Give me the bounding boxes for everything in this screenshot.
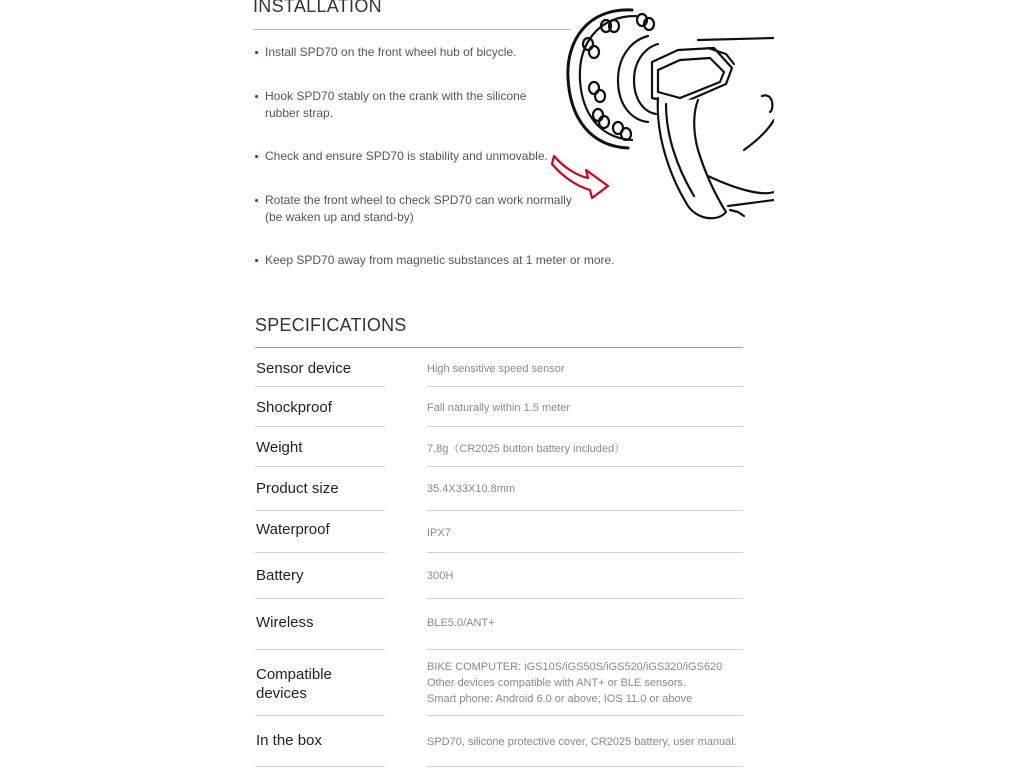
row-divider <box>255 649 385 650</box>
row-divider <box>255 510 385 511</box>
installation-step <box>255 252 615 269</box>
installation-step <box>255 148 585 165</box>
row-divider <box>427 649 743 650</box>
specifications-divider <box>255 347 743 348</box>
bullet-dot-icon <box>255 155 258 158</box>
row-divider <box>427 552 743 553</box>
row-divider <box>427 766 743 767</box>
installation-step <box>255 44 585 61</box>
spec-value: Fall naturally within 1.5 meter <box>427 402 571 414</box>
row-divider <box>427 466 743 467</box>
installation-step-text: Keep SPD70 away from magnetic substances at 1 meter or more. <box>265 253 615 267</box>
spec-label: Product size <box>256 480 339 497</box>
spec-label: Wireless <box>256 614 314 631</box>
row-divider <box>255 466 385 467</box>
row-divider <box>255 766 385 767</box>
bullet-dot-icon <box>255 199 258 202</box>
row-divider <box>255 552 385 553</box>
installation-divider <box>253 29 571 30</box>
spec-value: BLE5.0/ANT+ <box>427 617 495 629</box>
spec-value: 300H <box>427 570 454 582</box>
row-divider <box>427 386 743 387</box>
installation-step-text: Hook SPD70 stably on the crank with the silicone rubber strap. <box>265 89 527 120</box>
installation-step <box>255 88 545 122</box>
spec-label: Battery <box>256 567 304 584</box>
bullet-dot-icon <box>255 95 258 98</box>
spec-label: Compatible devices <box>256 666 332 702</box>
installation-step-text: Install SPD70 on the front wheel hub of bicycle. <box>265 45 517 59</box>
row-divider <box>427 598 743 599</box>
spec-label: Waterproof <box>256 521 330 538</box>
installation-step <box>255 192 585 226</box>
installation-step-text: Check and ensure SPD70 is stability and unmovable. <box>265 149 548 163</box>
bullet-dot-icon <box>255 51 258 54</box>
specifications-title: SPECIFICATIONS <box>255 315 407 335</box>
row-divider <box>427 426 743 427</box>
row-divider <box>427 715 743 716</box>
spec-label: In the box <box>256 732 322 749</box>
spec-value: SPD70, silicone protective cover, CR2025 battery, user manual. <box>427 736 737 748</box>
spec-value: 35.4X33X10.8mm <box>427 483 516 495</box>
row-divider <box>255 715 385 716</box>
installation-step-text: Rotate the front wheel to check SPD70 can work normally (be waken up and stand-by) <box>265 193 572 224</box>
spec-value: 7.8g（CR2025 button battery included） <box>427 443 626 455</box>
row-divider <box>427 510 743 511</box>
row-divider <box>255 598 385 599</box>
row-divider <box>255 386 385 387</box>
spec-value: IPX7 <box>427 527 451 539</box>
spec-label: Weight <box>256 439 303 456</box>
rotation-arrow-icon <box>552 156 608 198</box>
bullet-dot-icon <box>255 259 258 262</box>
spec-label: Shockproof <box>256 399 332 416</box>
hub-sensor-illustration <box>548 0 774 232</box>
spec-label: Sensor device <box>256 360 352 377</box>
spec-value: BIKE COMPUTER: iGS10S/iGS50S/iGS520/iGS320/iGS620 Other devices compatible with ANT+ or BLE sensors. Smart phone: Android 6.0 or above; IOS 11.0 or above <box>427 661 723 705</box>
row-divider <box>255 426 385 427</box>
spec-value: High sensitive speed sensor <box>427 363 565 375</box>
installation-title: INSTALLATION <box>253 0 382 16</box>
